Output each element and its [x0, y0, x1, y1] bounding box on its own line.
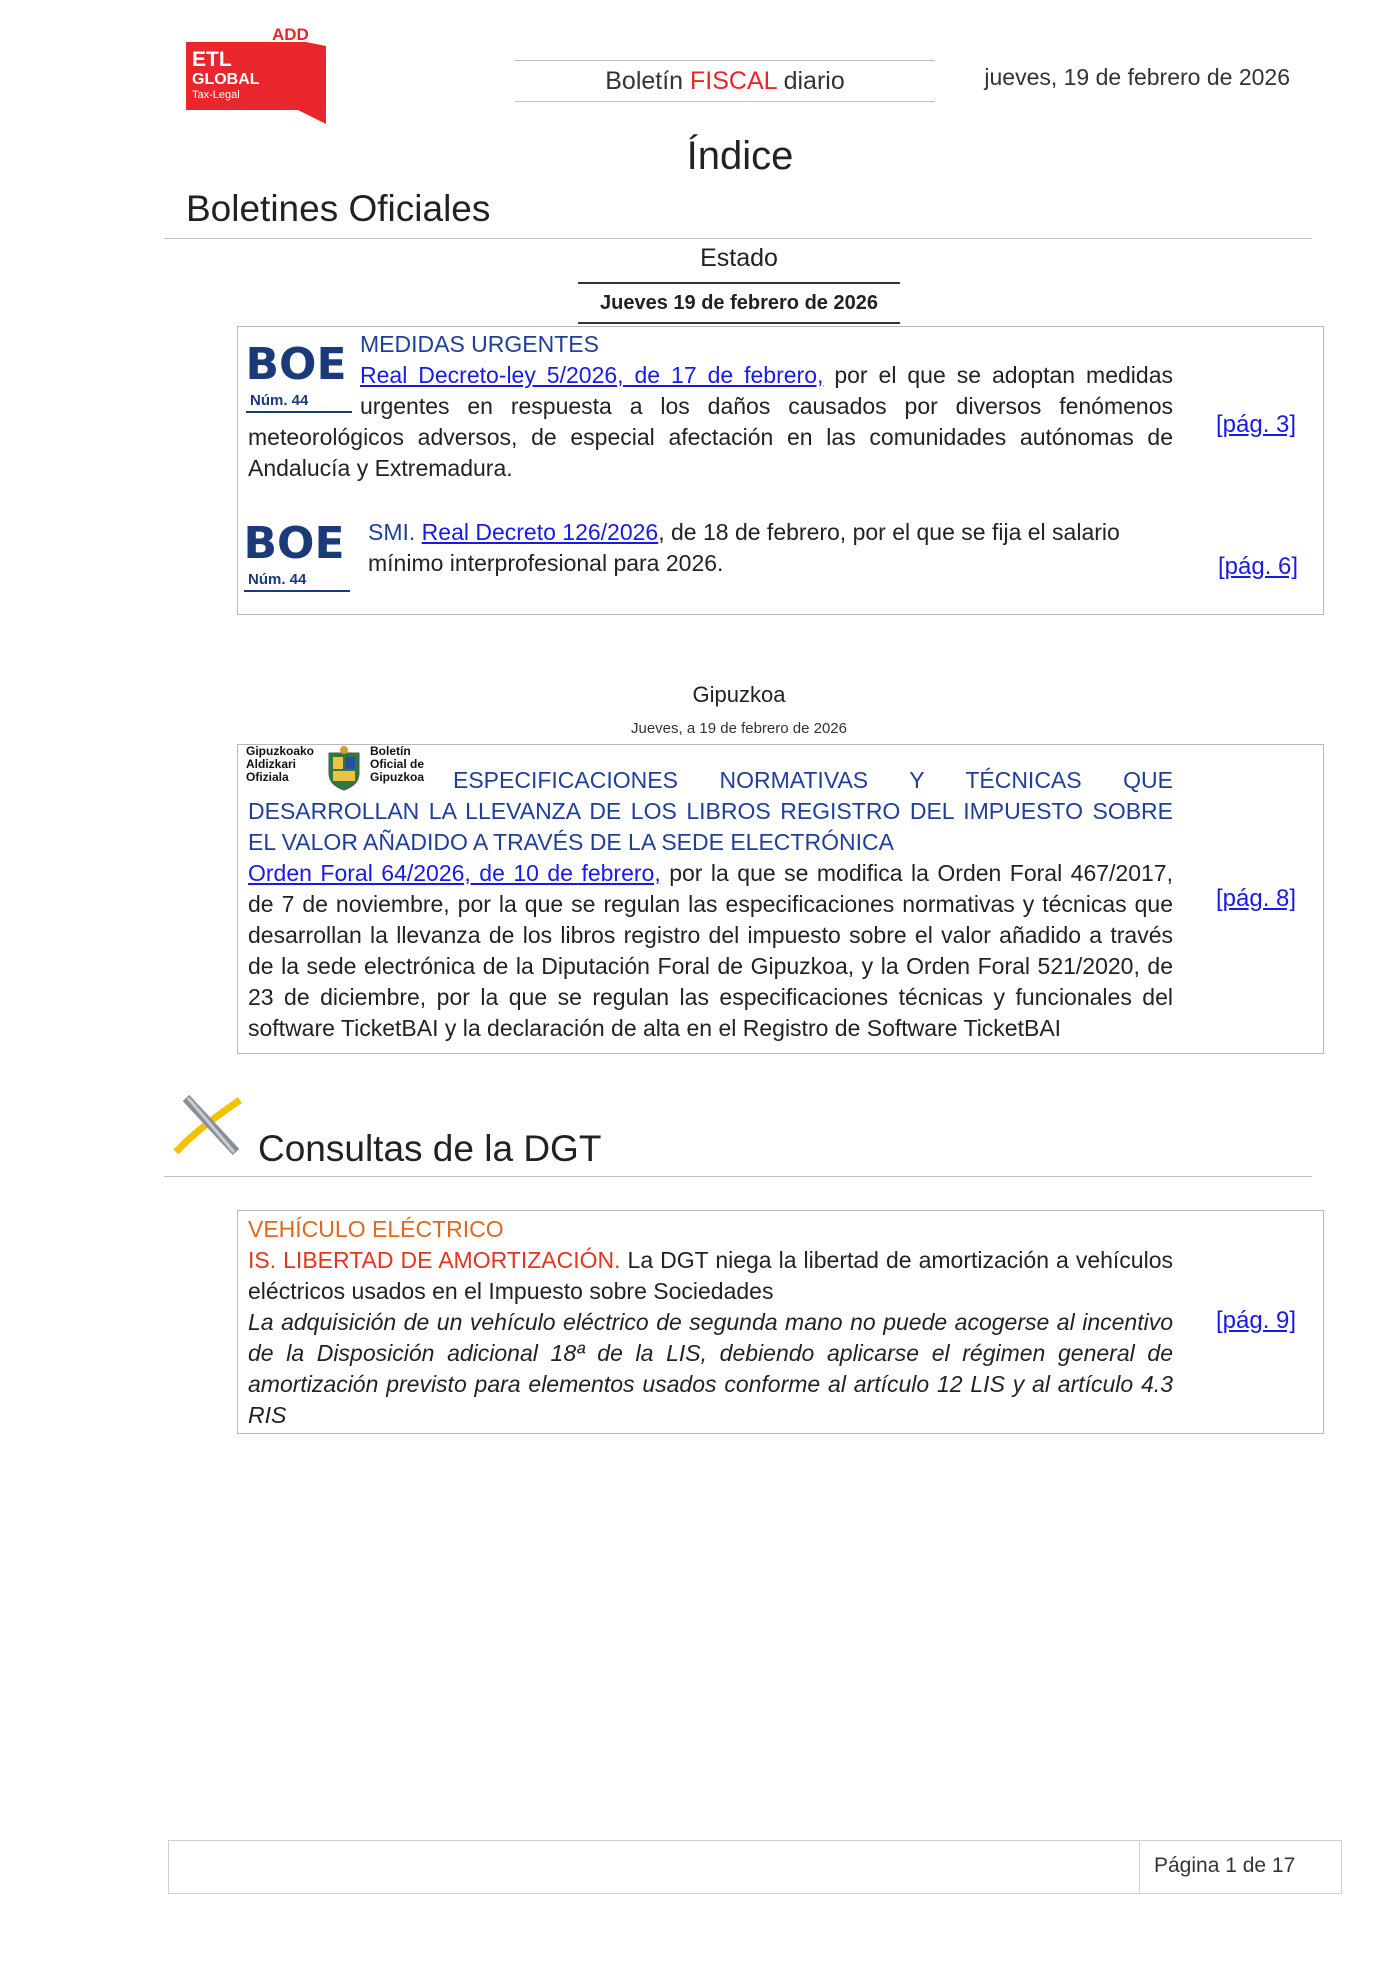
page-number: Página 1 de 17: [1154, 1854, 1296, 1877]
svg-text:ADD: ADD: [272, 26, 309, 44]
estado-item-2-link[interactable]: Real Decreto 126/2026: [421, 519, 659, 545]
gipuzkoa-item-title: ESPECIFICACIONES NORMATIVAS Y TÉCNICAS QUE DESARROLLAN LA LLEVANZA DE LOS LIBROS REGISTRO DEL IMPUESTO SOBRE EL VALOR AÑADIDO A TRAVÉS DE LA SEDE ELECTRÓNICA: [248, 767, 1173, 855]
header-date: jueves, 19 de febrero de 2026: [984, 64, 1290, 90]
svg-text:Tax-Legal: Tax-Legal: [192, 89, 240, 101]
bulletin-title-accent: FISCAL: [690, 67, 777, 95]
gipuzkoa-item-link[interactable]: Orden Foral 64/2026, de 10 de febrero,: [248, 860, 661, 886]
dgt-box: [237, 1210, 1324, 1434]
estado-item-2: SMI. Real Decreto 126/2026, de 18 de febrero, por el que se fija el salario mínimo interprofesional para 2026.: [368, 519, 1120, 576]
gipuzkoa-page-link[interactable]: [pág. 8]: [1216, 885, 1297, 912]
estado-item-1-category: MEDIDAS URGENTES: [360, 331, 599, 357]
divider: [164, 238, 1312, 239]
svg-text:GLOBAL: GLOBAL: [192, 71, 260, 88]
divider: [164, 1176, 1312, 1177]
dgt-page-link[interactable]: [pág. 9]: [1216, 1307, 1297, 1334]
svg-text:BOE: BOE: [244, 520, 344, 564]
bulletin-title: Boletín FISCAL diario: [515, 60, 935, 102]
estado-label: Estado: [700, 244, 778, 272]
dgt-item: VEHÍCULO ELÉCTRICO IS. LIBERTAD DE AMORTIZACIÓN. La DGT niega la libertad de amortización a vehículos eléctricos usados en el Impuesto sobre Sociedades La adquisición de un vehículo eléctrico de segunda mano no puede acogerse al incentivo de la Disposición adicional 18ª de la LIS, debiendo aplicarse el régimen general de amortización previsto para elementos usados conforme al artículo 12 LIS y al artículo 4.3 RIS: [248, 1214, 1173, 1431]
index-title: Índice: [686, 134, 794, 178]
section-heading-dgt: Consultas de la DGT: [258, 1128, 602, 1169]
dgt-item-category: VEHÍCULO ELÉCTRICO: [248, 1216, 504, 1242]
dgt-item-summary: La adquisición de un vehículo eléctrico de segunda mano no puede acogerse al incentivo de la Disposición adicional 18ª de la LIS, debiendo aplicarse el régimen general de amortización previsto para elementos usados conforme al artículo 12 LIS y al artículo 4.3 RIS: [248, 1309, 1173, 1428]
svg-text:ETL: ETL: [192, 48, 232, 71]
agencia-tributaria-icon: [166, 1090, 246, 1165]
gipuzkoa-box: [237, 744, 1324, 1054]
boe-logo: [244, 520, 350, 592]
page-footer: [168, 1840, 1342, 1894]
estado-box: [237, 326, 1324, 615]
svg-text:BOE: BOE: [246, 341, 346, 385]
gipuzkoa-item: ESPECIFICACIONES NORMATIVAS Y TÉCNICAS QUE DESARROLLAN LA LLEVANZA DE LOS LIBROS REGISTRO DEL IMPUESTO SOBRE EL VALOR AÑADIDO A TRAVÉS DE LA SEDE ELECTRÓNICA Orden Foral 64/2026, de 10 de febrero, por la que se modifica la Orden Foral 467/2017, de 7 de noviembre, por la que se regulan las especificaciones normativas y técnicas que desarrollan la llevanza de los libros registro del impuesto sobre el valor añadido a través de la sede electrónica de la Diputación Foral de Gipuzkoa, y la Orden Foral 521/2020, de 23 de diciembre, por la que se regulan las especificaciones técnicas y funcionales del software TicketBAI y la declaración de alta en el Registro de Software TicketBAI: [248, 767, 1173, 1041]
estado-item-1: MEDIDAS URGENTES Real Decreto-ley 5/2026, de 17 de febrero, por el que se adoptan medidas urgentes en respuesta a los daños causados por diversos fenómenos meteorológicos adversos, de especial afectación en las comunidades autónomas de Andalucía y Extremadura.: [248, 331, 1173, 481]
gipuzkoa-date: Jueves, a 19 de febrero de 2026: [631, 720, 847, 737]
etl-global-logo: [186, 26, 336, 126]
gipuzkoa-label: Gipuzkoa: [692, 682, 786, 707]
footer-divider: [1139, 1841, 1140, 1893]
boe-number: Núm. 44: [246, 390, 352, 413]
estado-item-2-page-link[interactable]: [pág. 6]: [1218, 553, 1299, 580]
dgt-item-lead: IS. LIBERTAD DE AMORTIZACIÓN.: [248, 1247, 621, 1273]
boe-number: Núm. 44: [244, 569, 350, 592]
estado-item-1-page-link[interactable]: [pág. 3]: [1216, 411, 1297, 438]
estado-item-1-link[interactable]: Real Decreto-ley 5/2026, de 17 de febrero,: [360, 362, 824, 388]
estado-date: Jueves 19 de febrero de 2026: [578, 282, 900, 324]
section-heading-boletines: Boletines Oficiales: [186, 188, 491, 229]
gipuzkoa-bulletin-logo: Gipuzkoako Aldizkari Ofiziala Boletín Oficial de Gipuzkoa: [246, 745, 446, 793]
